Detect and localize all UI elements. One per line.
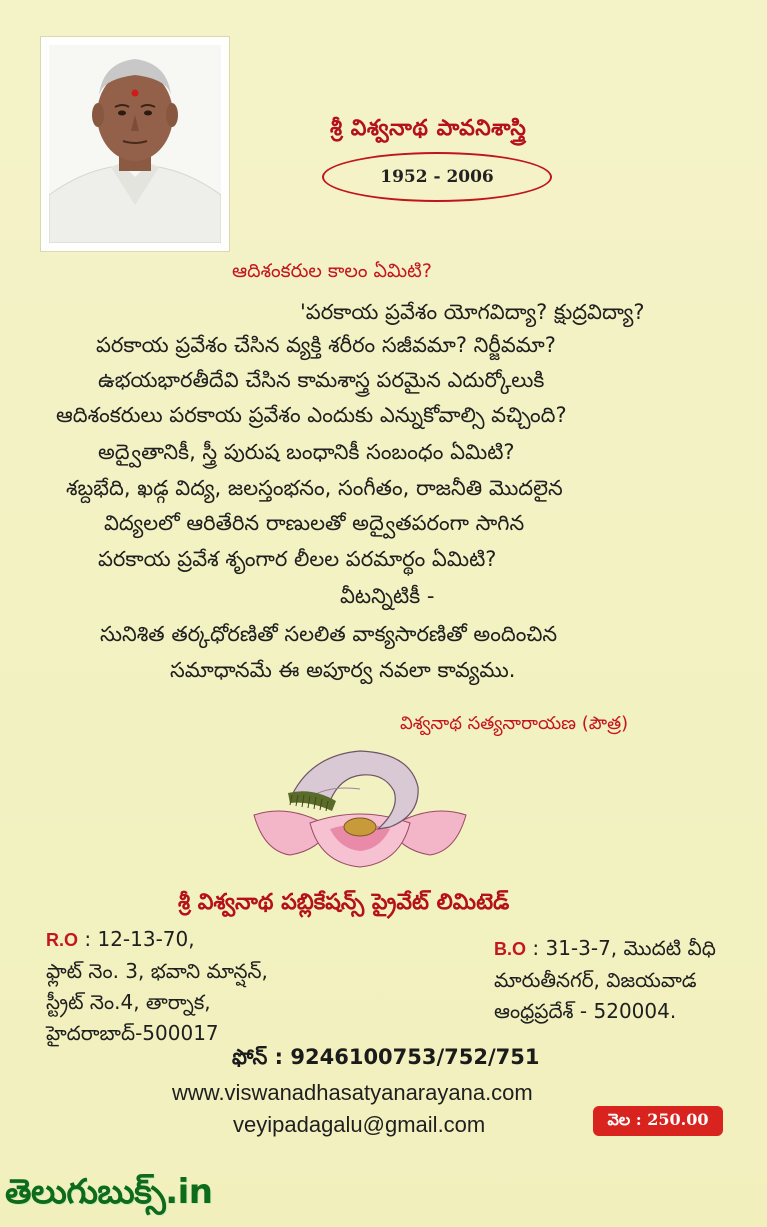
bo-line: ఆంధ్రప్రదేశ్ - 520004. — [494, 999, 677, 1023]
ro-tag: R.O — [46, 930, 79, 950]
email-link[interactable]: veyipadagalu@gmail.com — [233, 1112, 486, 1137]
blurb-signature: విశ్వనాథ సత్యనారాయణ (పౌత్ర) — [400, 713, 629, 734]
author-years: 1952 - 2006 — [322, 152, 552, 202]
ro-line: : 12-13-70, — [84, 927, 195, 951]
bo-tag: B.O — [494, 939, 527, 959]
blurb-line: 'పరకాయ ప్రవేశం యోగవిద్యా? క్షుద్రవిద్యా? — [300, 300, 645, 324]
blurb-line: అద్వైతానికీ, స్త్రీ పురుష బంధానికీ సంబంధం ఏమిటి? — [98, 440, 515, 464]
blurb-line: శబ్దభేది, ఖడ్గ విద్య, జలస్తంభనం, సంగీతం, రాజనీతి మొదలైన — [66, 476, 563, 500]
telugubooks-watermark: తెలుగుబుక్స్.in — [5, 1172, 213, 1212]
phone-number: ఫోన్ : 9246100753/752/751 — [232, 1045, 540, 1069]
author-photo — [41, 37, 229, 251]
blurb-line: సునిశిత తర్కధోరణితో సలలిత వాక్యసారణితో అందించిన — [100, 622, 558, 646]
blurb-line: ఆదిశంకరులు పరకాయ ప్రవేశం ఎందుకు ఎన్నుకోవాల్సి వచ్చింది? — [56, 403, 567, 427]
blurb-line: విద్యలలో ఆరితేరిన రాణులతో అద్వైతపరంగా సాగిన — [104, 511, 525, 535]
author-portrait-image — [49, 45, 221, 243]
website-link[interactable]: www.viswanadhasatyanarayana.com — [172, 1080, 533, 1105]
registered-office-address — [46, 924, 268, 1049]
bo-line: మారుతీనగర్, విజయవాడ — [494, 968, 697, 992]
ro-line: ఫ్లాట్ నెం. 3, భవాని మాన్షన్, — [46, 959, 268, 983]
blurb-line: వీటన్నిటికీ - — [340, 584, 435, 608]
bo-line: : 31-3-7, మొదటి వీధి — [532, 936, 716, 960]
ro-line: హైదరాబాద్-500017 — [46, 1021, 219, 1045]
lotus-conch-emblem — [250, 745, 470, 870]
blurb-line: పరకాయ ప్రవేశ శృంగార లీలల పరమార్థం ఏమిటి? — [98, 547, 497, 571]
blurb-line: పరకాయ ప్రవేశం చేసిన వ్యక్తి శరీరం సజీవమా? నిర్జీవమా? — [96, 333, 556, 357]
publisher-name: శ్రీ విశ్వనాథ పబ్లికేషన్స్ ప్రైవేట్ లిమిటెడ్ — [178, 890, 510, 915]
blurb-line: సమాధానమే ఈ అపూర్వ నవలా కావ్యము. — [170, 658, 516, 682]
ro-line: స్ట్రీట్ నెం.4, తార్నాక, — [46, 990, 211, 1014]
blurb-question-heading: ఆదిశంకరుల కాలం ఏమిటి? — [232, 260, 432, 282]
branch-office-address — [494, 933, 716, 1027]
blurb-line: ఉభయభారతీదేవి చేసిన కామశాస్త్ర పరమైన ఎదుర్కోలుకి — [98, 368, 545, 392]
author-name: శ్రీ విశ్వనాథ పావనిశాస్త్రి — [330, 116, 527, 141]
price-badge: వెల : 250.00 — [593, 1106, 723, 1136]
